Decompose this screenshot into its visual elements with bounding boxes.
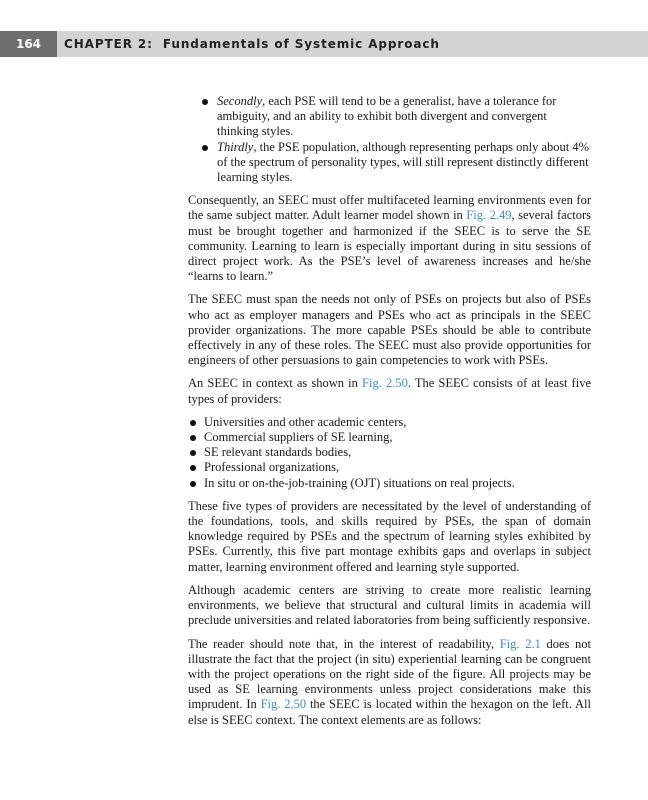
paragraph-seec-span: The SEEC must span the needs not only of PSEs on projects but also of PSEs who act as employer managers and PSEs who act as principals in the SEEC provider organizations. The more capable PSEs should be able to contribute effectively in any of these roles. The SEEC must also provide opportunities for engineers of other persuasions to gain competencies to work with PSEs. [188,292,591,368]
text-run: The reader should note that, in the interest of readability, [188,636,500,651]
paragraph-academic-centers: Although academic centers are striving to create more realistic learning environments, we believe that structural and cultural limits in academia will preclude universities and related laboratories from being sufficiently responsive. [188,582,591,628]
bullet-text: , each PSE will tend to be a generalist, have a tolerance for ambiguity, and an ability to exhibit both divergent and convergent thinking styles. [217,94,557,139]
page-number: 164 [0,31,57,57]
figure-link[interactable]: Fig. 2.1 [499,636,541,651]
list-item: Universities and other academic centers, [188,415,591,430]
figure-link[interactable]: Fig. 2.49 [466,208,512,223]
list-item: Commercial suppliers of SE learning, [188,430,591,445]
text-run: , several factors must be brought together and harmonized if the SEEC is to serve the SE community. Learning to learn is especially important during in situ sessions of direct project work. As the PSE’s level of awareness increases and he/she “learns to learn.” [188,208,592,284]
list-item [188,94,591,140]
bullet-lead: Secondly [217,94,263,108]
bullet-text: , the PSE population, although representing perhaps only about 4% of the spectrum of personality types, will still represent distinctly different learning styles. [217,139,590,185]
bullet-lead: Thirdly [217,139,254,154]
text-run: . The SEEC consists of at least five types of providers: [188,376,591,406]
paragraph-reader-note [188,637,591,728]
paragraph-provider-types: These five types of providers are necessitated by the level of understanding of the foundations, tools, and skills required by PSEs, the span of domain knowledge required by PSEs and the spectrum of learning styles exhibited by PSEs. Currently, this five part montage exhibits gaps and overlaps in subject matter, learning environment offered and learning style supported. [188,498,591,574]
paragraph-seec-context [188,376,591,406]
chapter-title: Fundamentals of Systemic Approach [162,37,440,51]
paragraph-learning-environments [188,193,591,284]
figure-link[interactable]: Fig. 2.50 [260,697,307,712]
figure-link[interactable]: Fig. 2.50 [362,376,408,391]
list-item: Professional organizations, [188,460,591,475]
page-body [188,94,591,736]
list-item: SE relevant standards bodies, [188,445,591,460]
running-header [0,31,648,57]
text-run: Consequently, an SEEC must offer multifaceted learning environments even for the same subject matter. Adult learner model shown in [188,193,591,223]
chapter-heading [64,31,440,57]
bullet-list-traits [188,94,591,185]
text-run: the SEEC is located within the hexagon on the left. All else is SEEC context. The context elements are as follows: [188,697,591,727]
text-run: An SEEC in context as shown in [188,376,363,391]
text-run: does not illustrate the fact that the project (in situ) experiential learning can be congruent with the project operations on the right side of the figure. All projects may be used as SE learning environments unless project considerations make this imprudent. In [188,636,591,712]
list-item: In situ or on-the-job-training (OJT) situations on real projects. [188,476,591,491]
bullet-list-providers [188,415,591,491]
chapter-label: CHAPTER 2: [64,37,153,51]
list-item [188,140,591,186]
